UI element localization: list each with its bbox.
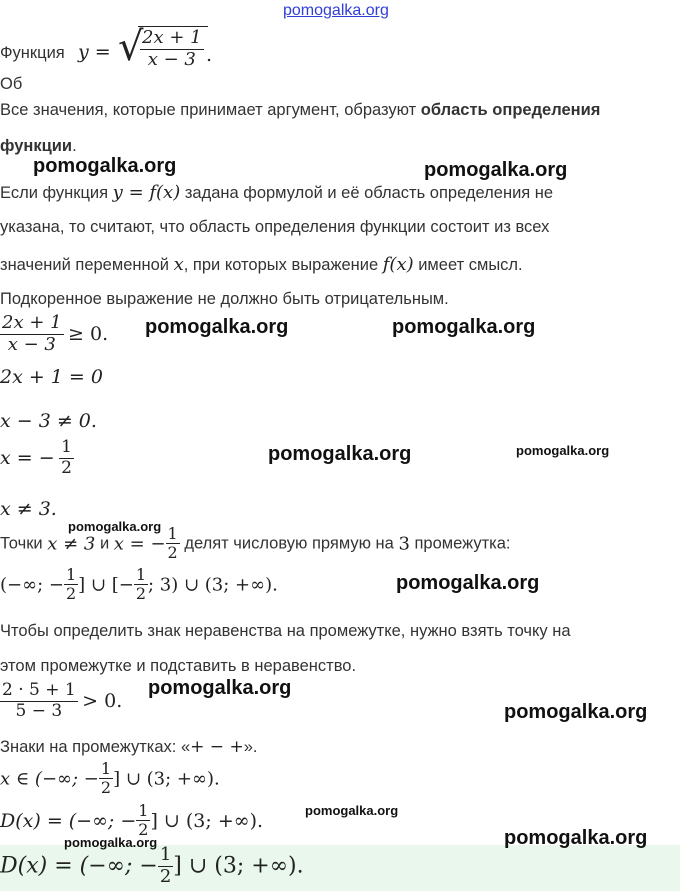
paragraph-domain: Все значения, которые принимает аргумент, образуют область определения [0, 101, 601, 119]
watermark: pomogalka.org [516, 443, 610, 458]
watermark: pomogalka.org [148, 677, 292, 699]
paragraph-domain-cont: функции. [0, 137, 77, 155]
function-label: Функция [0, 44, 65, 62]
watermark: pomogalka.org [64, 835, 158, 850]
function-lhs: y = [78, 41, 111, 63]
watermark: pomogalka.org [145, 316, 289, 338]
signs-on-intervals: Знаки на промежутках: «+ − +». [0, 737, 258, 757]
paragraph-convention-line2: указана, то считают, что область определения функции состоит из всех [0, 218, 550, 236]
solution-set: x ∈ (−∞; − $\frac{1}{2}$ ] ∪ (3; +∞). [0, 759, 220, 798]
equation-excluded: x ≠ 3. [0, 498, 57, 520]
paragraph-convention-line3: значений переменной x, при которых выражение f(x) имеет смысл. [0, 254, 523, 275]
intervals: (−∞; − $\frac{1}{2}$ ] ∪ [− $\frac{1}{2}$ ; 3) ∪ (3; +∞). [0, 565, 278, 604]
watermark: pomogalka.org [68, 519, 162, 534]
equation-numerator-zero: 2x + 1 = 0 [0, 366, 103, 388]
watermark: pomogalka.org [424, 159, 568, 181]
paragraph-test-point-line2: этом промежутке и подставить в неравенство. [0, 657, 357, 675]
watermark: pomogalka.org [504, 701, 648, 723]
equation-denominator-nonzero: x − 3 ≠ 0. [0, 410, 97, 432]
watermark: pomogalka.org [305, 803, 399, 818]
watermark: pomogalka.org [392, 316, 536, 338]
partial-clipped-line: Об [0, 75, 23, 93]
final-answer: D(x) = (−∞; − $\frac{1}{2}$ ] ∪ (3; +∞). [0, 844, 304, 887]
watermark: pomogalka.org [504, 827, 648, 849]
domain-answer: D(x) = (−∞; − $\frac{1}{2}$ ] ∪ (3; +∞). [0, 801, 264, 840]
test-evaluation: $\frac{2 \cdot 5 + 1}{5 - 3}$ > 0. [2, 680, 123, 721]
equation-root: x = − $\frac{1}{2}$ [0, 437, 72, 478]
sqrt-fraction: $\frac{2x + 1}{x - 3}$ [142, 27, 202, 70]
paragraph-test-point-line1: Чтобы определить знак неравенства на промежутке, нужно взять точку на [0, 622, 571, 640]
watermark: pomogalka.org [396, 572, 540, 594]
paragraph-radicand: Подкоренное выражение не должно быть отрицательным. [0, 290, 449, 308]
watermark-top: pomogalka.org [283, 2, 389, 19]
paragraph-convention-line1: Если функция y = f(x) задана формулой и её область определения не [0, 182, 554, 203]
watermark: pomogalka.org [33, 155, 177, 177]
points-sentence: Точки x ≠ 3 и x = − $\frac{1}{2}$ делят числовую прямую на 3 промежутка: [0, 524, 511, 563]
watermark: pomogalka.org [268, 443, 412, 465]
inequality: $\frac{2x + 1}{x - 3}$ ≥ 0. [2, 312, 109, 355]
sqrt-sign: √ [118, 24, 144, 70]
